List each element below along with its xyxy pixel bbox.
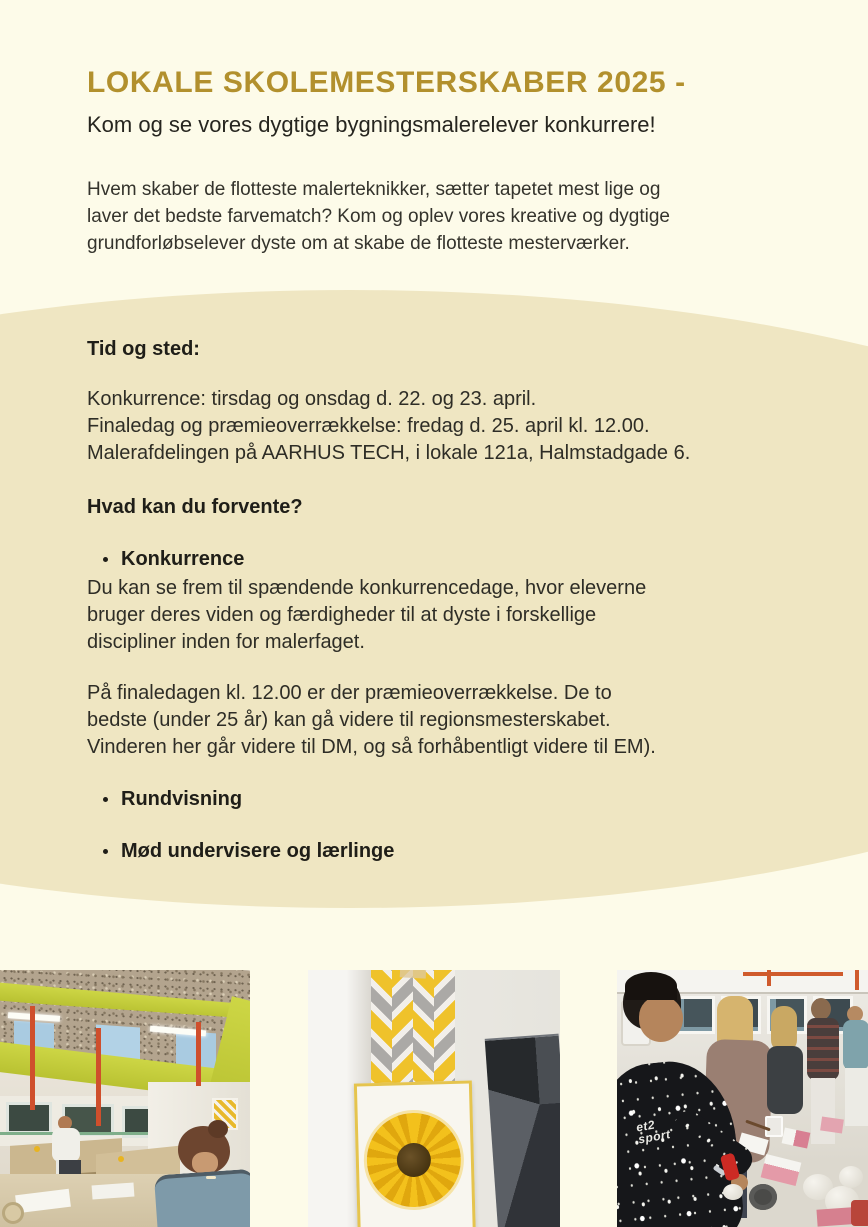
time-place-heading: Tid og sted: bbox=[87, 338, 200, 360]
photo3-person3-head bbox=[811, 998, 831, 1020]
photo2-sunflower-card bbox=[354, 1080, 476, 1227]
photo1-strap bbox=[96, 1028, 101, 1126]
photo1-paint-cup bbox=[34, 1146, 40, 1152]
paragraph-line: På finaledagen kl. 12.00 er der præmieoverrækkelse. De to bbox=[87, 682, 612, 704]
photo1-strap bbox=[196, 1022, 201, 1086]
photo3-person2-top bbox=[767, 1046, 803, 1114]
photo-workshop-overview bbox=[0, 970, 250, 1227]
paragraph-line: bruger deres viden og færdigheder til at dyste i forskellige bbox=[87, 604, 597, 626]
sweatshirt-logo-text: et2 sport bbox=[635, 1117, 672, 1147]
photo1-person-shirt bbox=[52, 1128, 80, 1162]
event-details-section bbox=[87, 336, 797, 865]
time-place-lines bbox=[87, 386, 797, 467]
bullet-dot-icon bbox=[103, 849, 108, 854]
photo1-strap bbox=[30, 1006, 35, 1110]
paragraph-line: bedste (under 25 år) kan gå videre til regionsmesterskabet. bbox=[87, 709, 611, 731]
photo2-masking-tape bbox=[400, 970, 427, 979]
konkurrence-paragraph bbox=[87, 575, 797, 656]
photo1-necklace bbox=[206, 1176, 216, 1179]
intro-line: Hvem skaber de flotteste malerteknikker, sætter tapetet mest lige og bbox=[87, 179, 661, 200]
bullet-dot-icon bbox=[103, 797, 108, 802]
bullet-item-konkurrence bbox=[87, 546, 797, 573]
photo-chevron-sunflower bbox=[308, 970, 560, 1227]
finale-paragraph bbox=[87, 680, 797, 761]
photo3-student-face bbox=[639, 996, 683, 1042]
photo3-orange-strap bbox=[767, 970, 771, 986]
photo3-orange-pipe bbox=[743, 972, 843, 976]
photo3-person4-shirt bbox=[843, 1020, 868, 1070]
photo2-faceted-panel bbox=[485, 1034, 560, 1227]
photo1-girl-shirt bbox=[154, 1169, 250, 1227]
photo3-dark-pot bbox=[749, 1184, 777, 1210]
photo3-rag bbox=[839, 1166, 863, 1188]
photo1-paint-cup bbox=[118, 1156, 124, 1162]
bullet-label: Konkurrence bbox=[121, 548, 245, 570]
paragraph-line: Vinderen her går videre til DM, og så forhåbentligt videre til EM). bbox=[87, 736, 656, 758]
photo3-white-blob bbox=[723, 1184, 743, 1200]
intro-line: grundforløbselever dyste om at skabe de flotteste mesterværker. bbox=[87, 233, 630, 254]
bullet-item-rundvisning bbox=[87, 786, 797, 813]
time-place-line: Finaledag og præmieoverrækkelse: fredag d. 25. april kl. 12.00. bbox=[87, 415, 650, 437]
page-subtitle: Kom og se vores dygtige bygningsmalerelever konkurrere! bbox=[87, 112, 656, 137]
bullet-label: Mød undervisere og lærlinge bbox=[121, 840, 395, 862]
intro-line: laver det bedste farvematch? Kom og oplev vores kreative og dygtige bbox=[87, 206, 670, 227]
photo3-orange-strap bbox=[855, 970, 859, 990]
photo3-red-cup bbox=[851, 1200, 868, 1226]
bullet-label: Rundvisning bbox=[121, 788, 243, 810]
photo1-girl-bun bbox=[208, 1120, 228, 1138]
photo1-tape-roll bbox=[2, 1202, 24, 1224]
photo3-person3-plaid-shirt bbox=[807, 1018, 839, 1080]
photo3-pink-card bbox=[820, 1117, 844, 1134]
photo-student-painting bbox=[617, 970, 868, 1227]
bullet-dot-icon bbox=[103, 557, 108, 562]
page-title: LOKALE SKOLEMESTERSKABER 2025 - bbox=[87, 66, 686, 99]
photo1-paper bbox=[92, 1183, 135, 1200]
bullet-item-moed-undervisere bbox=[87, 838, 797, 865]
time-place-line: Malerafdelingen på AARHUS TECH, i lokale 121a, Halmstadgade 6. bbox=[87, 442, 691, 464]
paragraph-line: discipliner inden for malerfaget. bbox=[87, 631, 365, 653]
time-place-line: Konkurrence: tirsdag og onsdag d. 22. og 23. april. bbox=[87, 388, 537, 410]
paragraph-line: Du kan se frem til spændende konkurrencedage, hvor eleverne bbox=[87, 577, 647, 599]
intro-paragraph bbox=[87, 176, 670, 257]
photo1-window bbox=[6, 1102, 52, 1134]
photo3-student-hair-top bbox=[625, 972, 677, 1000]
expect-heading: Hvad kan du forvente? bbox=[87, 496, 303, 518]
